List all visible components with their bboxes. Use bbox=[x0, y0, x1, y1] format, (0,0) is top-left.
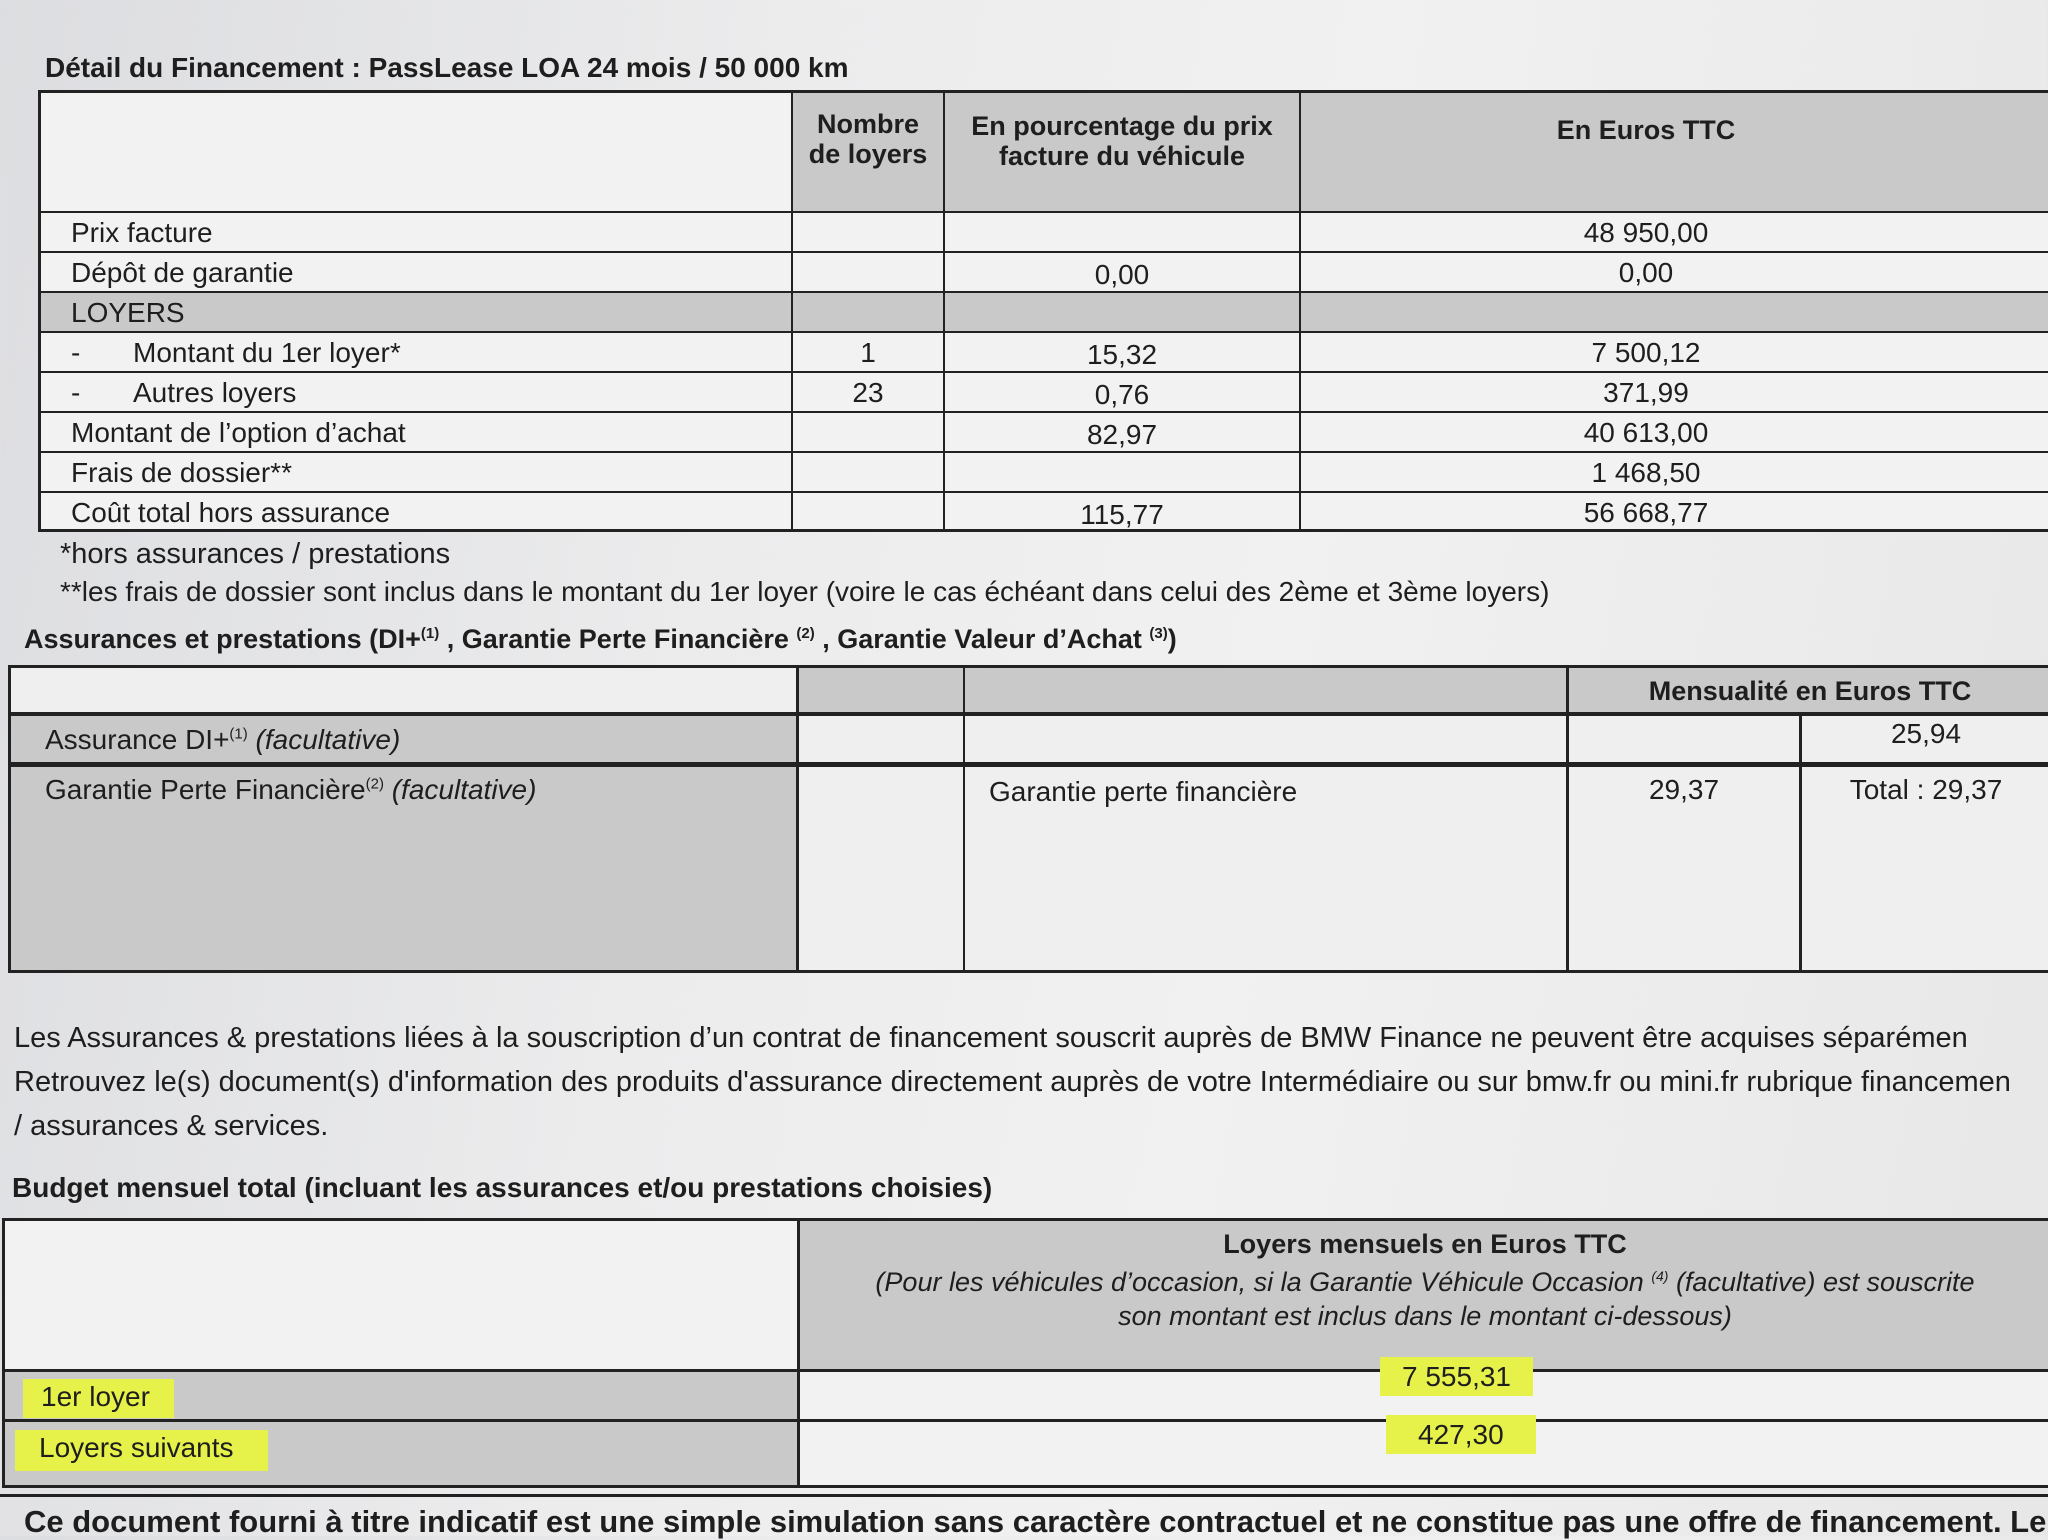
insurance-row-amount: 29,37 bbox=[1648, 774, 1720, 805]
budget-row-label: 1er loyer bbox=[23, 1381, 174, 1413]
insurance-row-product: Garantie perte financière bbox=[989, 776, 1298, 807]
row-euros: 0,00 bbox=[1618, 257, 1674, 288]
row-label: Montant du 1er loyer* bbox=[133, 337, 401, 368]
dash: - bbox=[71, 377, 81, 408]
row-label: Autres loyers bbox=[133, 377, 297, 408]
notice-line-3: / assurances & services. bbox=[14, 1110, 329, 1142]
row-label: Frais de dossier** bbox=[71, 457, 292, 488]
budget-row-value: 7 555,31 bbox=[1380, 1361, 1533, 1393]
budget-table bbox=[2, 1218, 2048, 1488]
footnote-1: *hors assurances / prestations bbox=[60, 538, 451, 570]
row-euros: 56 668,77 bbox=[1583, 497, 1709, 528]
insurance-table bbox=[8, 665, 2048, 973]
row-percent: 82,97 bbox=[1086, 419, 1158, 450]
row-euros: 1 468,50 bbox=[1591, 457, 1701, 488]
budget-title: Budget mensuel total (incluant les assurances et/ou prestations choisies) bbox=[12, 1172, 993, 1203]
row-euros: 7 500,12 bbox=[1591, 337, 1701, 368]
row-percent: 15,32 bbox=[1086, 339, 1158, 370]
insurance-row-total: 25,94 bbox=[1890, 718, 1962, 749]
row-label: LOYERS bbox=[71, 297, 185, 328]
row-count: 23 bbox=[852, 377, 884, 408]
budget-row-label: Loyers suivants bbox=[15, 1432, 268, 1464]
row-percent: 115,77 bbox=[1080, 499, 1164, 530]
row-euros: 40 613,00 bbox=[1583, 417, 1709, 448]
notice-line-2: Retrouvez le(s) document(s) d'information des produits d'assurance directement auprès de votre Intermédiaire ou sur bmw.fr ou mini.fr rubrique financemen bbox=[14, 1066, 2011, 1098]
dash: - bbox=[71, 337, 81, 368]
header-monthly: Mensualité en Euros TTC bbox=[1648, 676, 1972, 706]
financing-table bbox=[38, 90, 2048, 532]
row-label: Dépôt de garantie bbox=[71, 257, 294, 288]
row-euros: 48 950,00 bbox=[1583, 217, 1709, 248]
header-euros: En Euros TTC bbox=[1556, 115, 1736, 145]
budget-row-value: 427,30 bbox=[1386, 1419, 1536, 1451]
row-count: 1 bbox=[860, 337, 876, 368]
budget-header-note: (Pour les véhicules d’occasion, si la Garantie Véhicule Occasion $^{(4)}$ (facultative) est souscrite bbox=[875, 1267, 1975, 1297]
header-count: Nombre de loyers bbox=[808, 109, 928, 169]
footnote-2: **les frais de dossier sont inclus dans le montant du 1er loyer (voire le cas échéant dans celui des 2ème et 3ème loyers) bbox=[60, 576, 1550, 607]
budget-header-note-2: son montant est inclus dans le montant ci-dessous) bbox=[1118, 1301, 1732, 1331]
insurance-row-total: Total : 29,37 bbox=[1849, 774, 2003, 805]
disclaimer: Ce document fourni à titre indicatif est une simple simulation sans caractère contractuel et ne constitue pas une offre de financement. Le bbox=[24, 1504, 2047, 1539]
insurance-row-label: Garantie Perte Financière$^{(2)}$ (facultative) bbox=[45, 774, 537, 805]
row-percent: 0,76 bbox=[1094, 379, 1150, 410]
budget-header-title: Loyers mensuels en Euros TTC bbox=[1223, 1229, 1627, 1259]
row-label: Prix facture bbox=[71, 217, 213, 248]
row-euros: 371,99 bbox=[1603, 377, 1689, 408]
row-label: Coût total hors assurance bbox=[71, 497, 391, 528]
insurance-title: Assurances et prestations (DI+$^{(1)}$ , Garantie Perte Financière $^{(2)}$ , Garantie Valeur d’Achat $^{(3)}$) bbox=[24, 624, 1177, 654]
loyers-row-bg bbox=[41, 291, 2048, 333]
notice-line-1: Les Assurances & prestations liées à la souscription d’un contrat de financement souscrit auprès de BMW Finance ne peuvent être acquises séparémen bbox=[14, 1022, 1968, 1054]
header-percent: En pourcentage du prix facture du véhicule bbox=[971, 111, 1273, 171]
row-percent: 0,00 bbox=[1094, 259, 1150, 290]
financing-title: Détail du Financement : PassLease LOA 24 mois / 50 000 km bbox=[45, 52, 849, 83]
insurance-row-label: Assurance DI+$^{(1)}$ (facultative) bbox=[45, 724, 401, 755]
row-label: Montant de l’option d’achat bbox=[71, 417, 406, 448]
